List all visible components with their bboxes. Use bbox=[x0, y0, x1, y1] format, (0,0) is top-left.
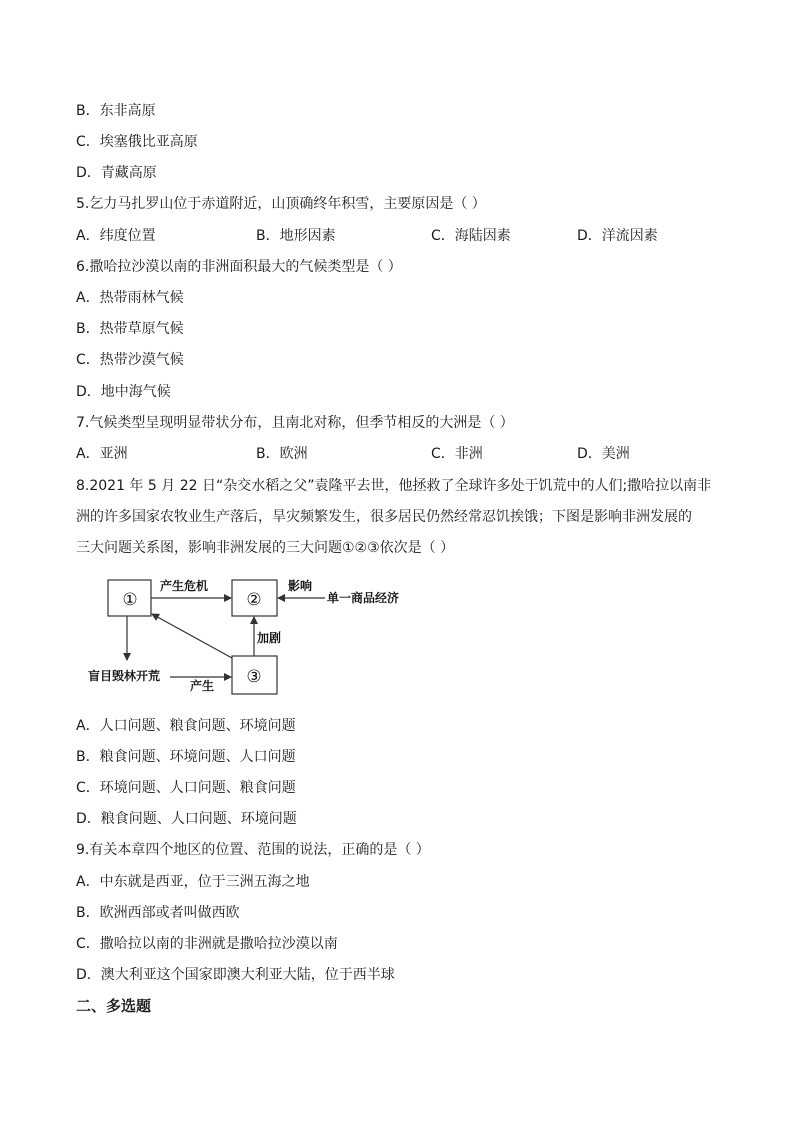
question-5-option-a: A．纬度位置 bbox=[76, 228, 156, 244]
label-crisis: 产生危机 bbox=[160, 579, 209, 593]
question-5-option-d: D．洋流因素 bbox=[577, 228, 658, 244]
box-1-label: ① bbox=[122, 590, 138, 610]
question-8-stem-line1: 8.2021 年 5 月 22 日“杂交水稻之父”袁隆平去世，他拯救了全球许多处于饥荒中的人们;撒哈拉以南非 bbox=[76, 478, 712, 494]
option-b-prev: B．东非高原 bbox=[76, 103, 156, 119]
label-aggravate: 加剧 bbox=[257, 631, 282, 645]
arrow-3-to-1 bbox=[152, 614, 232, 658]
question-8-option-d: D．粮食问题、人口问题、环境问题 bbox=[76, 811, 297, 827]
option-d-prev: D．青藏高原 bbox=[76, 165, 157, 181]
label-influence: 影响 bbox=[288, 579, 313, 593]
question-8-stem-line3: 三大问题关系图，影响非洲发展的三大问题①②③依次是（ ） bbox=[76, 540, 455, 556]
label-single-economy: 单一商品经济 bbox=[327, 591, 400, 605]
question-7-option-d: D．美洲 bbox=[577, 446, 630, 462]
box-2-label: ② bbox=[246, 590, 262, 610]
question-6-option-c: C．热带沙漠气候 bbox=[76, 352, 184, 368]
question-9-option-a: A．中东就是西亚，位于三洲五海之地 bbox=[76, 874, 310, 890]
question-7-option-c: C．非洲 bbox=[431, 446, 483, 462]
question-5-stem: 5.乞力马扎罗山位于赤道附近，山顶确终年积雪，主要原因是（ ） bbox=[76, 196, 486, 212]
question-9-option-b: B．欧洲西部或者叫做西欧 bbox=[76, 905, 240, 921]
label-produce: 产生 bbox=[190, 679, 215, 693]
question-9-option-d: D．澳大利亚这个国家即澳大利亚大陆，位于西半球 bbox=[76, 967, 395, 983]
question-7-option-a: A．亚洲 bbox=[76, 446, 128, 462]
question-6-option-a: A．热带雨林气候 bbox=[76, 290, 184, 306]
question-5-option-c: C．海陆因素 bbox=[431, 228, 511, 244]
question-8-option-c: C．环境问题、人口问题、粮食问题 bbox=[76, 780, 296, 796]
box-3-label: ③ bbox=[246, 667, 262, 687]
label-deforest: 盲目毁林开荒 bbox=[88, 669, 161, 683]
question-6-option-d: D．地中海气候 bbox=[76, 384, 171, 400]
section-2-title: 二、多选题 bbox=[76, 997, 152, 1015]
question-8-option-a: A．人口问题、粮食问题、环境问题 bbox=[76, 718, 296, 734]
question-6-option-b: B．热带草原气候 bbox=[76, 321, 184, 337]
question-8-stem-line2: 洲的许多国家农牧业生产落后，旱灾频繁发生，很多居民仍然经常忍饥挨饿；下图是影响非洲发展的 bbox=[76, 509, 692, 525]
question-7-stem: 7.气候类型呈现明显带状分布，且南北对称，但季节相反的大洲是（ ） bbox=[76, 415, 514, 431]
question-8-option-b: B．粮食问题、环境问题、人口问题 bbox=[76, 749, 296, 765]
question-6-stem: 6.撒哈拉沙漠以南的非洲面积最大的气候类型是（ ） bbox=[76, 259, 402, 275]
option-c-prev: C．埃塞俄比亚高原 bbox=[76, 134, 198, 150]
question-7-option-b: B．欧洲 bbox=[256, 446, 308, 462]
question-9-option-c: C．撒哈拉以南的非洲就是撒哈拉沙漠以南 bbox=[76, 936, 338, 952]
question-9-stem: 9.有关本章四个地区的位置、范围的说法，正确的是（ ） bbox=[76, 842, 430, 858]
question-5-option-b: B．地形因素 bbox=[256, 228, 336, 244]
